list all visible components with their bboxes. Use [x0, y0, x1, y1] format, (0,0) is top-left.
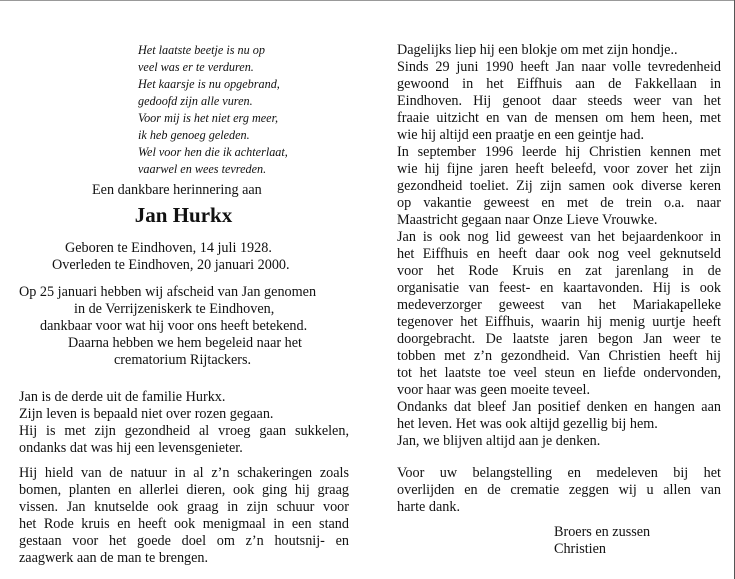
story-line: tobben met z’n gezondheid. Van Christien heeft hij: [397, 348, 721, 364]
story-line: medeverzorger geweest van het Mariakapelleke: [397, 297, 721, 313]
poem-line: veel was er te verduren.: [138, 60, 254, 74]
story-line: Jan, we blijven altijd aan je denken.: [397, 433, 601, 449]
signature-line: Christien: [554, 541, 607, 557]
poem-line: Wel voor hen die ik achterlaat,: [138, 145, 288, 159]
story-line: Eindhoven. Hij genoot daar steeds weer van het: [397, 93, 721, 109]
story-line: organisatie van feest- en kaartavonden. Hij is ook: [397, 280, 721, 296]
poem-line: ik heb genoeg geleden.: [138, 128, 250, 142]
poem-line: Voor mij is het niet erg meer,: [138, 111, 279, 125]
right-column: [367, 0, 735, 579]
poem-line: Het laatste beetje is nu op: [138, 43, 265, 57]
story-line: zaagwerk aan de man te brengen.: [19, 550, 209, 566]
left-column: [0, 0, 367, 579]
story-line: Sinds 29 juni 1990 heeft Jan naar volle tevredenheid: [397, 59, 721, 75]
deceased-name: Jan Hurkx: [134, 203, 233, 227]
story-line: voor het Rode Kruis en zat jarenlang in de: [397, 263, 721, 279]
story-line: Ondanks dat bleef Jan positief denken en hangen aan: [397, 399, 721, 415]
farewell-line: dankbaar voor wat hij voor ons heeft betekend.: [40, 318, 308, 334]
story-line: Jan is de derde uit de familie Hurkx.: [19, 389, 226, 405]
story-line: wie hij fijne jaren heeft beleefd, voor zover het zijn: [397, 161, 721, 177]
story-line: doorgebracht. De laatste jaren begon Jan weer te: [397, 331, 721, 347]
intro-text: Een dankbare herinnering aan: [92, 182, 262, 198]
story-line: tot het laatste toe veel steun en liefde ondervonden,: [397, 365, 721, 381]
story-line: Maastricht gegaan naar Onze Lieve Vrouwke.: [397, 212, 658, 228]
poem-line: gedoofd zijn alle vuren.: [138, 94, 253, 108]
death-line: Overleden te Eindhoven, 20 januari 2000.: [52, 257, 290, 273]
story-line: Dagelijks liep hij een blokje om met zijn hondje..: [397, 42, 678, 58]
story-line: vissen. Jan knutselde ook graag in zijn schuur voor: [19, 499, 349, 515]
story-line: het Rode kruis en heeft ook menigmaal in een stand: [19, 516, 349, 532]
thanks-line: overlijden en de crematie zeggen wij u allen van: [397, 482, 721, 498]
story-line: tegenover het Eiffhuis, waarin hij menig uurtje heeft: [397, 314, 721, 330]
story-line: ondanks dat was hij een levensgenieter.: [19, 440, 243, 456]
story-line: Zijn leven is bepaald niet over rozen gegaan.: [19, 406, 274, 422]
story-line: fraaie uitzicht en van de mensen om hem heen, met: [397, 110, 721, 126]
story-line: gestaan voor het goede doel om z’n houtsnij- en: [19, 533, 349, 549]
story-line: In september 1996 leerde hij Christien kennen met: [397, 144, 721, 160]
farewell-line: crematorium Rijtackers.: [114, 352, 252, 368]
story-line: gewoond in het Eiffhuis aan de Fakkellaan in: [397, 76, 721, 92]
farewell-line: Op 25 januari hebben wij afscheid van Jan genomen: [19, 284, 317, 300]
thanks-line: harte dank.: [397, 499, 461, 515]
story-line: Hij is met zijn gezondheid al vroeg gaan sukkelen,: [19, 423, 349, 439]
story-line: het leven. Het was ook altijd gezellig bij hem.: [397, 416, 658, 432]
story-line: wie hij altijd een praatje en een geintje had.: [397, 127, 644, 143]
story-line: op vakantie geweest en met de trein o.a. naar: [397, 195, 721, 211]
poem-line: Het kaarsje is nu opgebrand,: [138, 77, 280, 91]
story-line: het Eiffhuis en heeft daar ook nog veel geknutseld: [397, 246, 721, 262]
farewell-line: in de Verrijzeniskerk te Eindhoven,: [74, 301, 275, 317]
story-line: gezondheid toeliet. Zij zijn samen ook diverse keren: [397, 178, 721, 194]
thanks-line: Voor uw belangstelling en medeleven bij het: [397, 465, 721, 481]
poem-line: vaarwel en wees tevreden.: [138, 162, 267, 176]
farewell-line: Daarna hebben we hem begeleid naar het: [68, 335, 302, 351]
story-line: bomen, planten en allerlei dieren, ook ging hij graag: [19, 482, 349, 498]
birth-line: Geboren te Eindhoven, 14 juli 1928.: [65, 240, 272, 256]
story-line: Jan is ook nog lid geweest van het bejaardenkoor in: [397, 229, 721, 245]
signature-line: Broers en zussen: [554, 524, 651, 540]
story-line: Hij hield van de natuur in al z’n schakeringen zoals: [19, 465, 349, 481]
story-line: voor haar was geen moeite teveel.: [397, 382, 591, 398]
